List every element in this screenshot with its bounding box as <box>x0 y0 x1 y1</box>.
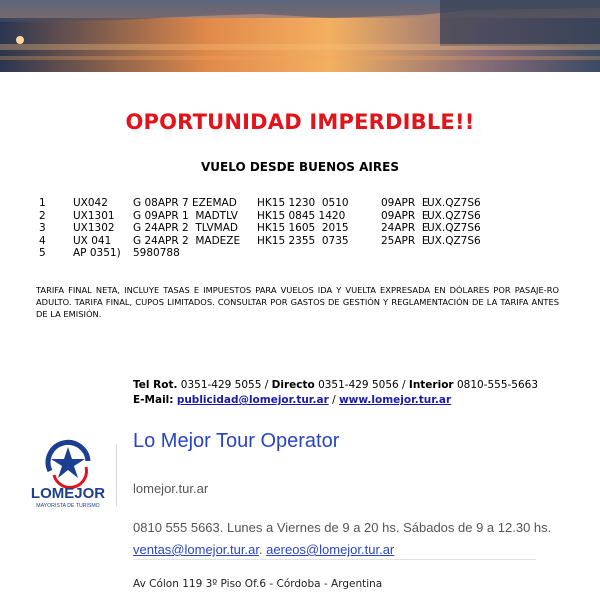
booking-code: UX.QZ7S6 <box>427 222 481 235</box>
segment-number: 4 <box>39 234 46 247</box>
office-address: Av Cólon 119 3º Piso Of.6 - Córdoba - Argentina <box>133 578 383 590</box>
company-website: lomejor.tur.ar <box>133 481 209 496</box>
signature-rule <box>133 559 536 560</box>
company-name: Lo Mejor Tour Operator <box>133 430 340 452</box>
email-line <box>133 393 538 408</box>
fare-terms: TARIFA FINAL NETA, INCLUYE TASAS E IMPUESTOS PARA VUELOS IDA Y VUELTA EXPRESADA EN DÓLARES POR PASAJE-RO ADULTO. TARIFA FINAL, CUPOS LIMITADOS. CONSULTAR POR GASTOS DE GESTIÓN Y REGLAMENTACIÓN DE LA TARIFA ANTES DE LA EMISIÓN. <box>36 285 559 319</box>
segment-number: 2 <box>39 209 46 222</box>
flight-status: HK15 2355 0735 <box>257 234 349 247</box>
logo-tagline: MAYORISTA DE TURISMO <box>36 503 100 509</box>
itinerary-row <box>0 247 600 260</box>
itinerary-row <box>0 222 600 235</box>
flight-code: AP 0351) <box>73 247 121 260</box>
booking-code: UX.QZ7S6 <box>427 197 481 209</box>
sunset-harbor-photo <box>0 0 600 72</box>
flight-status: HK15 1230 0510 <box>257 197 349 209</box>
separator: / <box>398 379 409 391</box>
flight-code: UX1302 <box>73 222 115 235</box>
lomejor-logo <box>28 437 108 511</box>
separator: / <box>261 379 272 391</box>
segment-number: 5 <box>39 247 46 260</box>
booking-code: UX.QZ7S6 <box>427 209 481 222</box>
ventas-email-link[interactable]: ventas@lomejor.tur.ar <box>133 542 259 557</box>
phone-line <box>133 378 538 393</box>
hours-text: 0810 555 5663. Lunes a Viernes de 9 a 20 hs. Sábados de 9 a 12.30 hs. <box>133 520 552 535</box>
segment-number: 3 <box>39 222 46 235</box>
arrival-date: 09APR E <box>381 209 429 222</box>
office-hours <box>133 517 553 561</box>
tel-number: 0351-429 5055 <box>180 379 262 391</box>
booking-code: UX.QZ7S6 <box>427 234 481 247</box>
itinerary-row <box>0 210 600 223</box>
flight-segment: G 08APR 7 EZEMAD <box>133 197 237 209</box>
flight-code: UX 041 <box>73 234 112 247</box>
aereos-email-link[interactable]: aereos@lomejor.tur.ar <box>266 542 395 557</box>
arrival-date: 09APR E <box>381 197 429 209</box>
separator: . <box>258 542 267 557</box>
publicidad-email-link[interactable]: publicidad@lomejor.tur.ar <box>176 394 329 406</box>
arrival-date: 25APR E <box>381 234 429 247</box>
itinerary-table <box>0 197 600 260</box>
flight-segment: G 09APR 1 MADTLV <box>133 209 238 222</box>
segment-number: 1 <box>39 197 46 209</box>
logo-wordmark: LOMEJOR <box>30 485 106 502</box>
flight-segment: G 24APR 2 MADEZE <box>133 234 241 247</box>
flight-origin-title: VUELO DESDE BUENOS AIRES <box>201 160 399 174</box>
interior-label: Interior <box>408 379 454 391</box>
separator: / <box>328 394 339 406</box>
itinerary-row <box>0 197 600 210</box>
directo-label: Directo <box>271 379 315 391</box>
lomejor-star-logo-icon <box>28 437 108 511</box>
flight-code: UX042 <box>73 197 108 209</box>
promo-headline: OPORTUNIDAD IMPERDIBLE!! <box>125 110 475 134</box>
flight-status: HK15 0845 1420 <box>257 209 346 222</box>
arrival-date: 24APR E <box>381 222 429 235</box>
interior-number: 0810-555-5663 <box>456 379 539 391</box>
flight-segment: 5980788 <box>133 247 180 260</box>
flight-code: UX1301 <box>73 209 115 222</box>
itinerary-row <box>0 235 600 248</box>
flight-segment: G 24APR 2 TLVMAD <box>133 222 238 235</box>
directo-number: 0351-429 5056 <box>318 379 399 391</box>
website-link[interactable]: www.lomejor.tur.ar <box>338 394 452 406</box>
email-label: E-Mail: <box>133 394 174 406</box>
hero-banner <box>0 0 600 72</box>
tel-label: Tel Rot. <box>133 379 178 391</box>
signature-divider <box>116 444 117 506</box>
flight-status: HK15 1605 2015 <box>257 222 349 235</box>
contact-block <box>133 378 538 408</box>
